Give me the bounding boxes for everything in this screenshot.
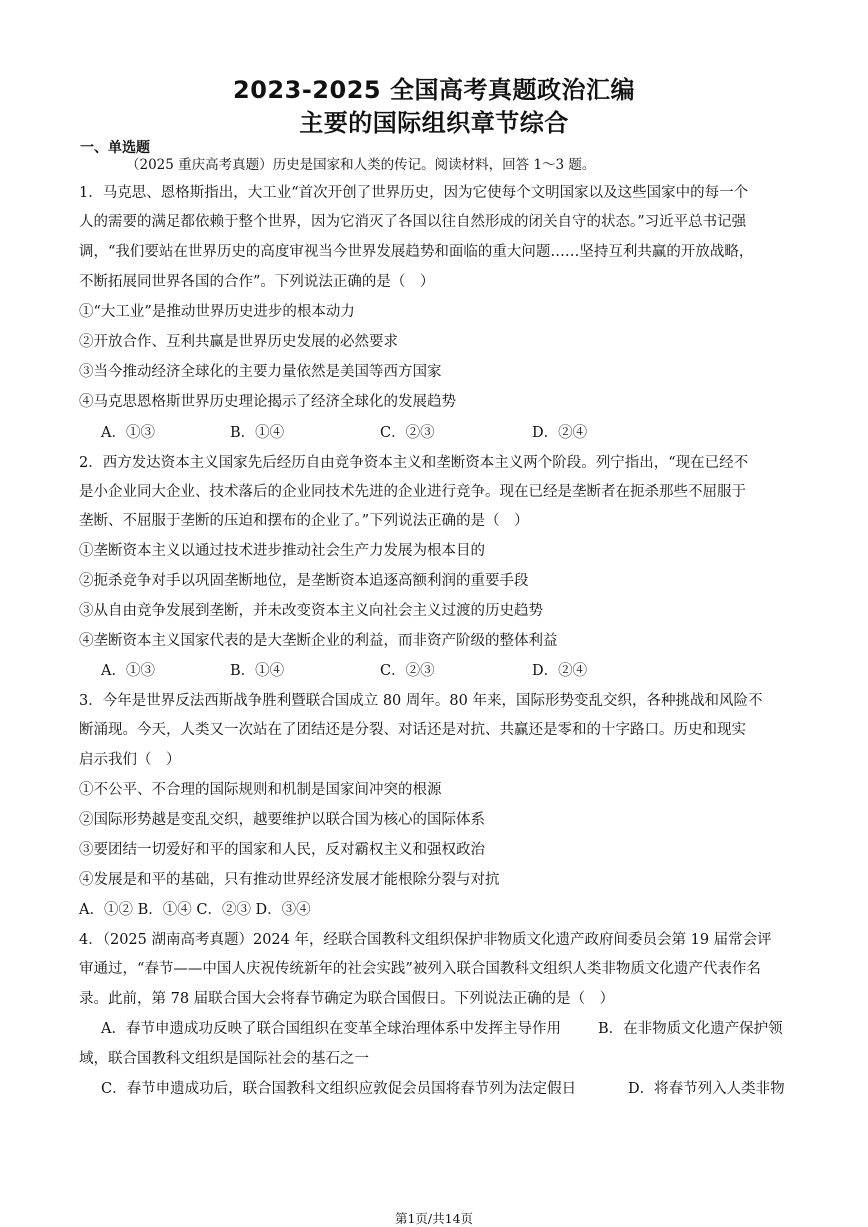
q4-stem-line: 审通过，“春节——中国人庆祝传统新年的社会实践”被列入联合国教科文组织人类非物质文化遗产代表作名 xyxy=(79,961,761,977)
q1-statement: ④马克思恩格斯世界历史理论揭示了经济全球化的发展趋势 xyxy=(79,394,456,410)
q4-option-c: C．春节申遗成功后，联合国教科文组织应敦促会员国将春节列为法定假日 xyxy=(101,1081,577,1097)
q2-stem-line: 2．西方发达资本主义国家先后经历自由竞争资本主义和垄断资本主义两个阶段。列宁指出，“现在已经不 xyxy=(79,455,749,471)
q4-option-a: A．春节申遗成功反映了联合国组织在变革全球治理体系中发挥主导作用 xyxy=(101,1021,561,1037)
q3-statement: ①不公平、不合理的国际规则和机制是国家间冲突的根源 xyxy=(79,782,442,798)
q1-option-d: D．②④ xyxy=(532,425,588,441)
q3-options: A．①② B．①④ C．②③ D．③④ xyxy=(79,902,311,918)
q1-stem-line: 1．马克思、恩格斯指出，大工业“首次开创了世界历史，因为它使每个文明国家以及这些国家中的每一个 xyxy=(79,185,749,201)
q4-option-b: B．在非物质文化遗产保护领 xyxy=(598,1021,783,1037)
q3-stem-line: 断涌现。今天，人类又一次站在了团结还是分裂、对话还是对抗、共赢还是零和的十字路口。历史和现实 xyxy=(79,722,746,738)
q4-option-d: D．将春节列入人类非物 xyxy=(628,1081,785,1097)
q1-option-a: A．①③ xyxy=(101,425,155,441)
q3-statement: ②国际形势越是变乱交织，越要维护以联合国为核心的国际体系 xyxy=(79,812,485,828)
q2-statement: ①垄断资本主义以通过技术进步推动社会生产力发展为根本目的 xyxy=(79,543,485,559)
document-title: 2023-2025 全国高考真题政治汇编 xyxy=(233,76,635,104)
q2-option-a: A．①③ xyxy=(101,663,155,679)
q2-option-d: D．②④ xyxy=(532,663,588,679)
q1-statement: ③当今推动经济全球化的主要力量依然是美国等西方国家 xyxy=(79,364,442,380)
q3-stem-line: 启示我们（ ） xyxy=(79,752,181,768)
q4-stem-line: 4．（2025 湖南高考真题）2024 年，经联合国教科文组织保护非物质文化遗产政府间委员会第 19 届常会评 xyxy=(79,932,772,948)
q1-option-b: B．①④ xyxy=(230,425,285,441)
question-intro: （2025 重庆高考真题）历史是国家和人类的传记。阅读材料，回答 1～3 题。 xyxy=(126,157,596,173)
document-subtitle: 主要的国际组织章节综合 xyxy=(299,109,569,137)
q1-option-c: C．②③ xyxy=(380,425,435,441)
q2-stem-line: 垄断、不屈服于垄断的压迫和摆布的企业了。”下列说法正确的是（ ） xyxy=(79,513,529,529)
q1-stem-line: 人的需要的满足都依赖于整个世界，因为它消灭了各国以往自然形成的闭关自守的状态。”习近平总书记强 xyxy=(79,214,747,230)
q1-statement: ①“大工业”是推动世界历史进步的根本动力 xyxy=(79,304,355,320)
q3-statement: ③要团结一切爱好和平的国家和人民，反对霸权主义和强权政治 xyxy=(79,842,485,858)
q4-option-b-cont: 域，联合国教科文组织是国际社会的基石之一 xyxy=(79,1051,369,1067)
section-heading: 一、单选题 xyxy=(80,140,150,156)
q2-statement: ②扼杀竞争对手以巩固垄断地位，是垄断资本追逐高额利润的重要手段 xyxy=(79,573,529,589)
q2-option-b: B．①④ xyxy=(230,663,285,679)
q2-statement: ③从自由竞争发展到垄断，并未改变资本主义向社会主义过渡的历史趋势 xyxy=(79,603,543,619)
q2-statement: ④垄断资本主义国家代表的是大垄断企业的利益，而非资产阶级的整体利益 xyxy=(79,633,558,649)
q3-stem-line: 3．今年是世界反法西斯战争胜利暨联合国成立 80 周年。80 年来，国际形势变乱交织，各种挑战和风险不 xyxy=(79,693,763,709)
q3-statement: ④发展是和平的基础，只有推动世界经济发展才能根除分裂与对抗 xyxy=(79,872,500,888)
q4-stem-line: 录。此前，第 78 届联合国大会将春节确定为联合国假日。下列说法正确的是（ ） xyxy=(79,991,615,1007)
q1-stem-line: 不断拓展同世界各国的合作”。下列说法正确的是（ ） xyxy=(79,274,435,290)
q2-stem-line: 是小企业同大企业、技术落后的企业同技术先进的企业进行竞争。现在已经是垄断者在扼杀那些不屈服于 xyxy=(79,484,746,500)
q1-statement: ②开放合作、互利共赢是世界历史发展的必然要求 xyxy=(79,334,398,350)
q1-stem-line: 调，“我们要站在世界历史的高度审视当今世界发展趋势和面临的重大问题……坚持互利共赢的开放战略， xyxy=(79,244,754,260)
page-footer: 第1页/共14页 xyxy=(394,1211,474,1226)
q2-option-c: C．②③ xyxy=(380,663,435,679)
